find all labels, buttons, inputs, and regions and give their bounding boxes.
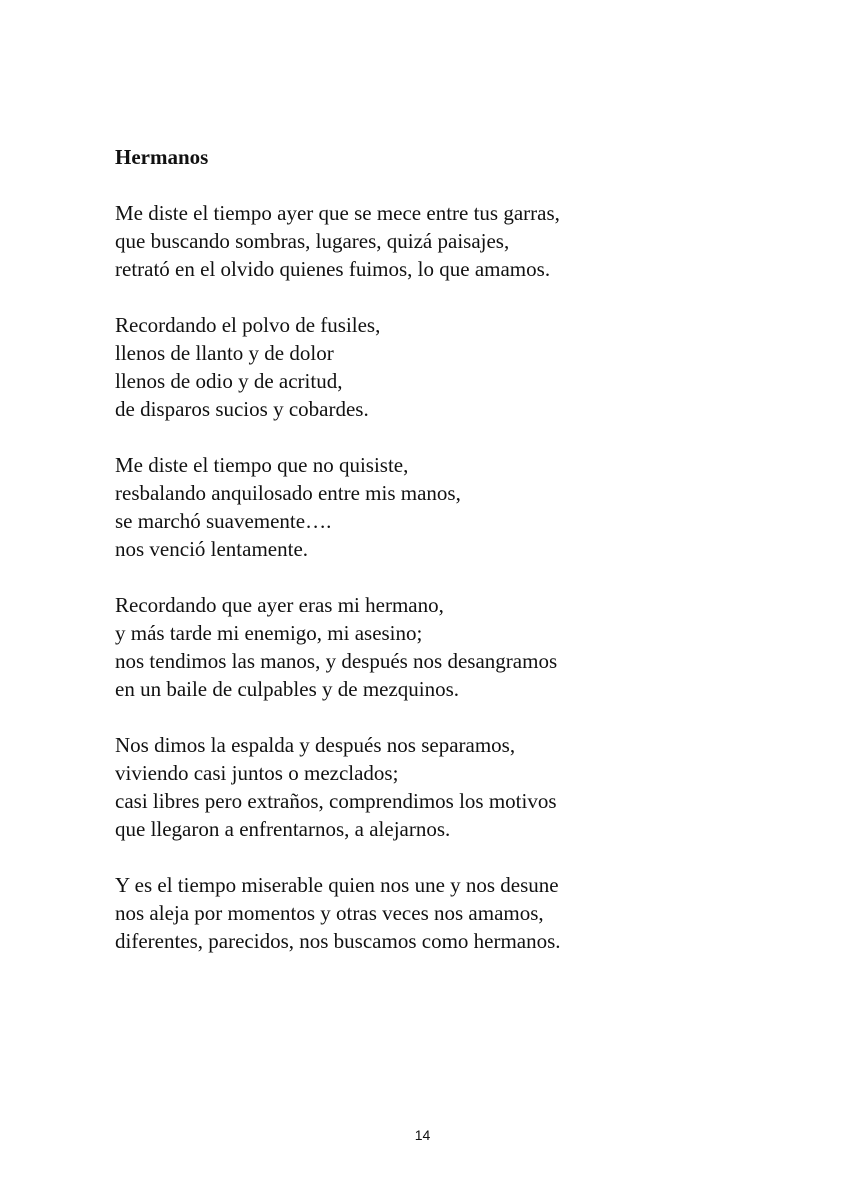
page-number: 14	[414, 1127, 431, 1143]
verse-line: y más tarde mi enemigo, mi asesino;	[115, 621, 423, 645]
verse-line: Nos dimos la espalda y después nos separamos,	[115, 733, 516, 757]
verse-line: casi libres pero extraños, comprendimos los motivos	[115, 789, 557, 813]
verse-line: en un baile de culpables y de mezquinos.	[115, 677, 460, 701]
stanza	[115, 731, 755, 843]
verse-line: resbalando anquilosado entre mis manos,	[115, 481, 461, 505]
verse-line: Y es el tiempo miserable quien nos une y nos desune	[115, 873, 559, 897]
verse-line: de disparos sucios y cobardes.	[115, 397, 369, 421]
stanza	[115, 871, 755, 955]
verse-line: Me diste el tiempo ayer que se mece entre tus garras,	[115, 201, 560, 225]
poem-title: Hermanos	[115, 145, 209, 169]
verse-line: nos tendimos las manos, y después nos desangramos	[115, 649, 558, 673]
poem	[115, 143, 755, 983]
stanza	[115, 451, 755, 563]
verse-line: nos aleja por momentos y otras veces nos amamos,	[115, 901, 544, 925]
stanza	[115, 311, 755, 423]
verse-line: nos venció lentamente.	[115, 537, 309, 561]
verse-line: retrató en el olvido quienes fuimos, lo que amamos.	[115, 257, 551, 281]
verse-line: viviendo casi juntos o mezclados;	[115, 761, 399, 785]
verse-line: que llegaron a enfrentarnos, a alejarnos.	[115, 817, 451, 841]
stanza	[115, 199, 755, 283]
verse-line: Recordando que ayer eras mi hermano,	[115, 593, 444, 617]
verse-line: se marchó suavemente….	[115, 509, 332, 533]
verse-line: llenos de llanto y de dolor	[115, 341, 334, 365]
stanza	[115, 591, 755, 703]
verse-line: llenos de odio y de acritud,	[115, 369, 343, 393]
verse-line: diferentes, parecidos, nos buscamos como hermanos.	[115, 929, 561, 953]
verse-line: que buscando sombras, lugares, quizá paisajes,	[115, 229, 510, 253]
verse-line: Me diste el tiempo que no quisiste,	[115, 453, 409, 477]
verse-line: Recordando el polvo de fusiles,	[115, 313, 381, 337]
